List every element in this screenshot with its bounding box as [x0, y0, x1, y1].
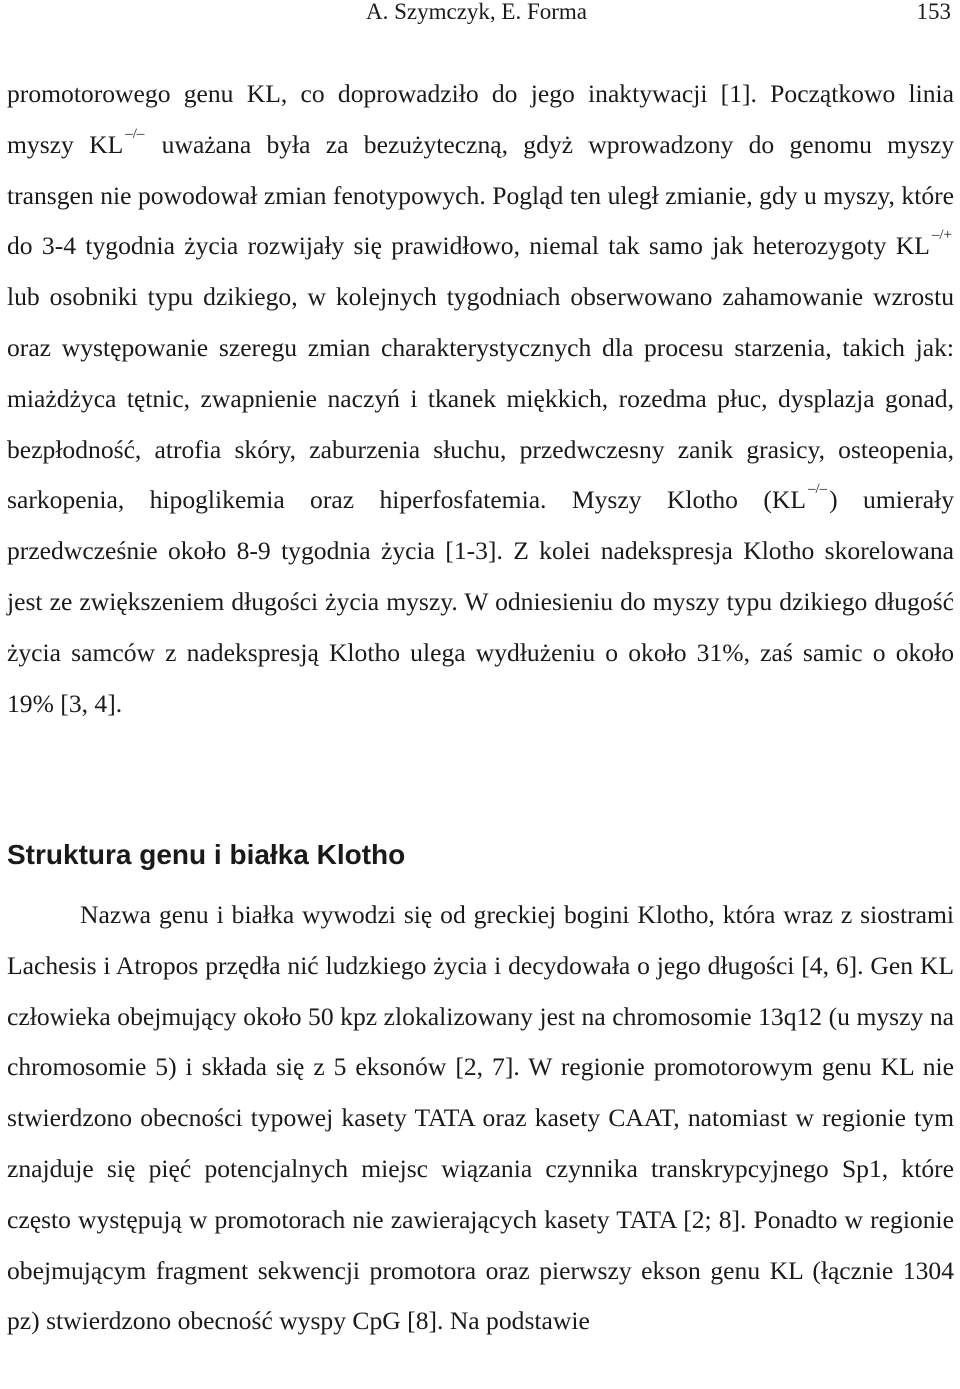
paragraph-1-text-b: uważana była za bezużyteczną, gdyż wprowadzony do genomu myszy transgen nie powodował zmian fenotypowych. Pogląd ten uległ zmianie, gdy u myszy, które do 3-4 tygodnia życia rozwijały się prawidłowo, niemal tak samo jak heterozygoty KL: [7, 129, 954, 261]
paragraph-1-text-c: lub osobniki typu dzikiego, w kolejnych tygodniach obserwowano zahamowanie wzrostu oraz występowanie szeregu zmian charakterystycznych dla procesu starzenia, takich jak: miażdżyca tętnic, zwapnienie naczyń i tkanek miękkich, rozedma płuc, dysplazja gonad, bezpłodność, atrofia skóry, zaburzenia słuchu, przedwczesny zanik grasicy, osteopenia, sarkopenia, hipoglikemia oraz hiperfosfatemia. Myszy Klotho (KL: [7, 282, 954, 515]
body-paragraph-2: Nazwa genu i białka wywodzi się od greckiej bogini Klotho, która wraz z siostrami Lachesis i Atropos przędła nić ludzkiego życia i decydowała o jego długości [4, 6]. Gen KL człowieka obejmujący około 50 kpz zlokalizowany jest na chromosomie 13q12 (u myszy na chromosomie 5) i składa się z 5 eksonów [2, 7]. W regionie promotorowym genu KL nie stwierdzono obecności typowej kasety TATA oraz kasety CAAT, natomiast w regionie tym znajduje się pięć potencjalnych miejsc wiązania czynnika transkrypcyjnego Sp1, które często występują w promotorach nie zawierających kasety TATA [2; 8]. Ponadto w regionie obejmującym fragment sekwencji promotora oraz pierwszy ekson genu KL (łącznie 1304 pz) stwierdzono obecność wyspy CpG [8]. Na podstawie: [7, 900, 954, 1336]
body-paragraph-1: [7, 69, 954, 729]
running-header: [0, 0, 960, 24]
paragraph-1-text-d: ) umierały przedwcześnie około 8-9 tygodnia życia [1-3]. Z kolei nadekspresja Klotho skorelowana jest ze zwiększeniem długości życia myszy. W odniesieniu do myszy typu dzikiego długość życia samców z nadekspresją Klotho ulega wydłużeniu o około 31%, zaś samic o około 19% [3, 4].: [7, 485, 954, 718]
running-header-authors: A. Szymczyk, E. Forma: [366, 0, 588, 24]
genotype-superscript-2: –/+: [931, 227, 952, 244]
paragraph-1-text-a: promotorowego genu KL, co doprowadziło do jego inaktywacji [1]. Początkowo linia myszy KL: [7, 79, 954, 159]
genotype-superscript-1: –/–: [125, 125, 145, 142]
section-heading: Struktura genu i białka Klotho: [7, 839, 406, 870]
page-number: 153: [916, 0, 951, 24]
genotype-superscript-3: –/–: [807, 481, 828, 498]
